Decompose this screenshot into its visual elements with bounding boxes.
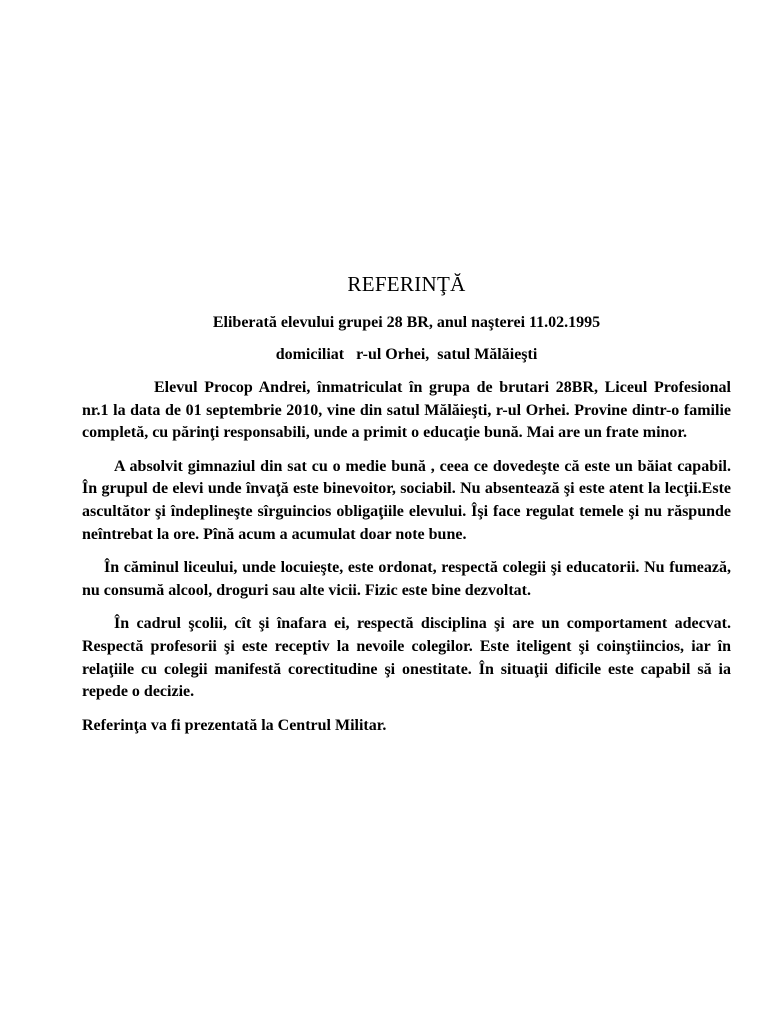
paragraph-school-performance: A absolvit gimnaziul din sat cu o medie bună , ceea ce dovedeşte că este un băiat capabil. În grupul de elevi unde învaţă este binevoitor, sociabil. Nu absentează şi este atent la lecţii.Este ascultător şi îndeplineşte sîrguincios obligaţiile elevului. Îşi face regulat temele şi nu răspunde neîntrebat la ore. Pînă acum a acumulat doar note bune. <box>82 457 731 543</box>
reference-letter <box>82 270 731 737</box>
closing-statement: Referinţa va fi prezentată la Centrul Militar. <box>82 716 387 734</box>
paragraph-student-intro: Elevul Procop Andrei, înmatriculat în grupa de brutari 28BR, Liceul Profesional nr.1 la data de 01 septembrie 2010, vine din satul Mălăieşti, r-ul Orhei. Provine dintr-o familie completă, cu părinţi responsabili, unde a primit o educaţie bună. Mai are un frate minor. <box>82 379 731 442</box>
document-title: REFERINŢĂ <box>347 272 466 296</box>
residence-line: domiciliat r-ul Orhei, satul Mălăieşti <box>275 346 538 363</box>
issued-to-line: Eliberată elevului grupei 28 BR, anul naşterei 11.02.1995 <box>212 314 601 331</box>
paragraph-behavior: În cadrul şcolii, cît şi înafara ei, respectă disciplina şi are un comportament adecvat. Respectă profesorii şi este receptiv la nevoile colegilor. Este iteligent şi coinştiincios, iar în relaţiile cu colegii manifestă corectitudine şi onestitate. În situaţii dificile este capabil să ia repede o decizie. <box>82 615 731 701</box>
paragraph-dormitory-conduct: În căminul liceului, unde locuieşte, este ordonat, respectă colegii şi educatorii. Nu fumează, nu consumă alcool, droguri sau alte vicii. Fizic este bine dezvoltat. <box>82 559 731 599</box>
